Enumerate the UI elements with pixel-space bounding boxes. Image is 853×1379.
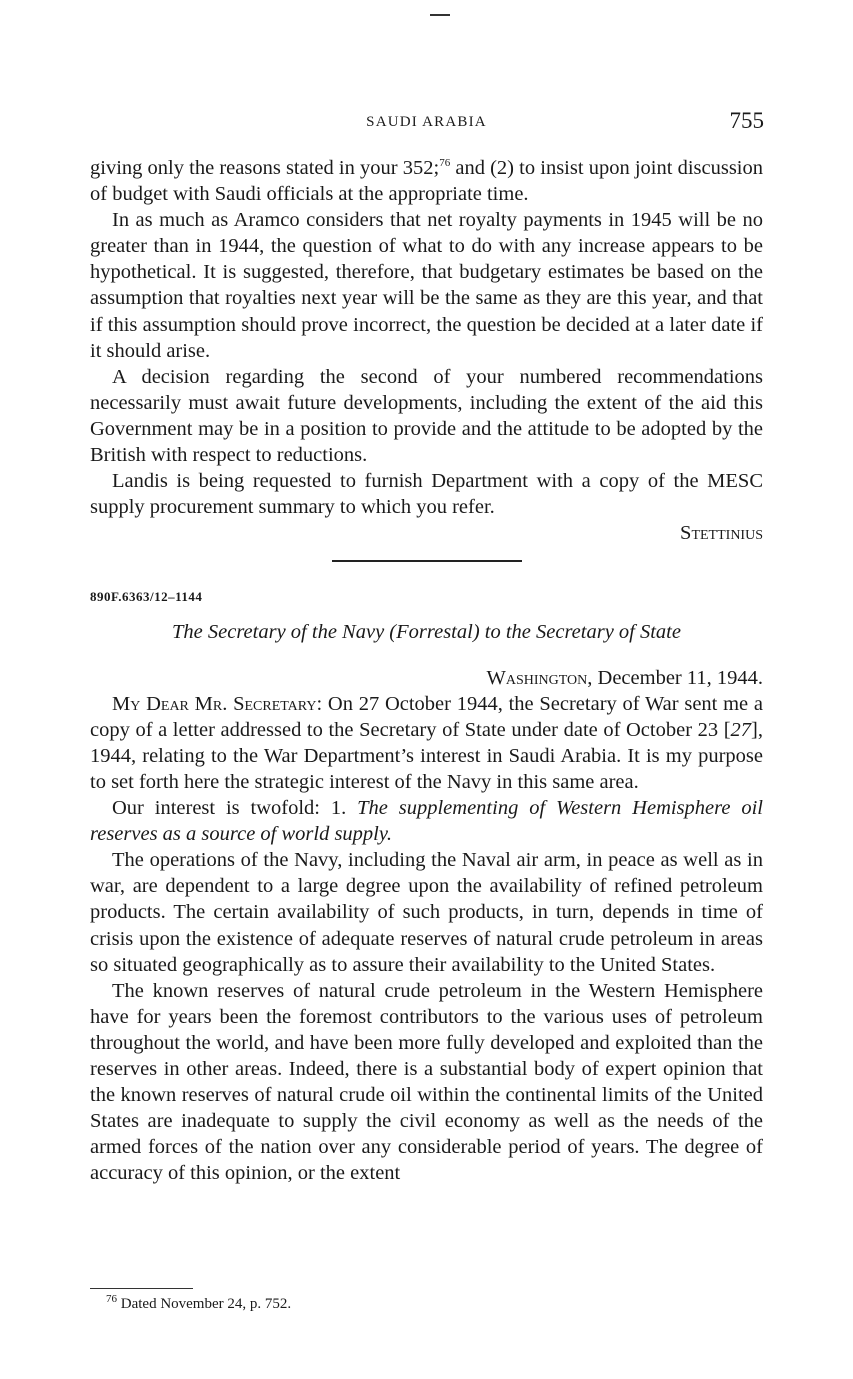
paragraph: My Dear Mr. Secretary: On 27 October 1944, the Secretary of War sent me a copy of a letter addressed to the Secretary of State under date of October 23 [27], 1944, relating to the War Department’s interest in Saudi Arabia. It is my purpose to set forth here the strategic interest of the Navy in this same area.	[90, 692, 763, 793]
footnote-divider	[90, 1288, 193, 1289]
paragraph: In as much as Aramco considers that net royalty payments in 1945 will be no greater than in 1944, the question of what to do with any increase appears to be hypothetical. It is suggested, therefore, that budgetary estimates be based on the assumption that royalties next year will be the same as they are this year, and that if this assumption should prove incorrect, the question be decided at a later date if it should arise.	[90, 209, 763, 362]
page-body	[90, 155, 763, 1186]
paragraph: giving only the reasons stated in your 352;$^{76}$ and (2) to insist upon joint discussion of budget with Saudi officials at the appropriate time.	[90, 157, 763, 206]
running-title: SAUDI ARABIA	[366, 114, 487, 130]
footnote-ref: 76	[439, 157, 451, 170]
salutation: My Dear Mr. Secretary	[112, 692, 317, 715]
top-mark	[430, 14, 450, 16]
document-title: The Secretary of the Navy (Forrestal) to the Secretary of State	[172, 620, 681, 643]
dateline: Washington, December 11, 1944.	[486, 666, 763, 689]
running-head	[0, 108, 853, 138]
paragraph: Landis is being requested to furnish Department with a copy of the MESC supply procurement summary to which you refer.	[90, 470, 763, 519]
paragraph: The known reserves of natural crude petroleum in the Western Hemisphere have for years been the foremost contributors to the various uses of petroleum throughout the world, and have been more fully developed and exploited than the reserves in other areas. Indeed, there is a substantial body of expert opinion that the known reserves of natural crude oil within the continental limits of the United States are inadequate to supply the civil economy as well as the needs of the armed forces of the nation over any considerable period of years. The degree of accuracy of this opinion, or the extent	[90, 979, 763, 1185]
section-divider	[332, 560, 522, 562]
paragraph: Our interest is twofold: 1. The supplementing of Western Hemisphere oil reserves as a source of world supply.	[90, 797, 763, 846]
paragraph: A decision regarding the second of your numbered recommendations necessarily must await future developments, including the extent of the aid this Government may be in a position to provide and the attitude to be adopted by the British with respect to reductions.	[90, 365, 763, 467]
file-number: 890F.6363/12–1144	[90, 589, 203, 605]
signature: Stettinius	[680, 522, 763, 545]
page-number: 755	[729, 108, 764, 133]
footnote: $^{76}$ Dated November 24, p. 752.	[106, 1293, 292, 1312]
paragraph: The operations of the Navy, including the Naval air arm, in peace as well as in war, are dependent to a large degree upon the availability of refined petroleum products. The certain availability of such products, in turn, depends in time of crisis upon the existence of adequate reserves of natural crude petroleum in areas so situated geographically as to assure their availability to the United States.	[90, 849, 763, 976]
